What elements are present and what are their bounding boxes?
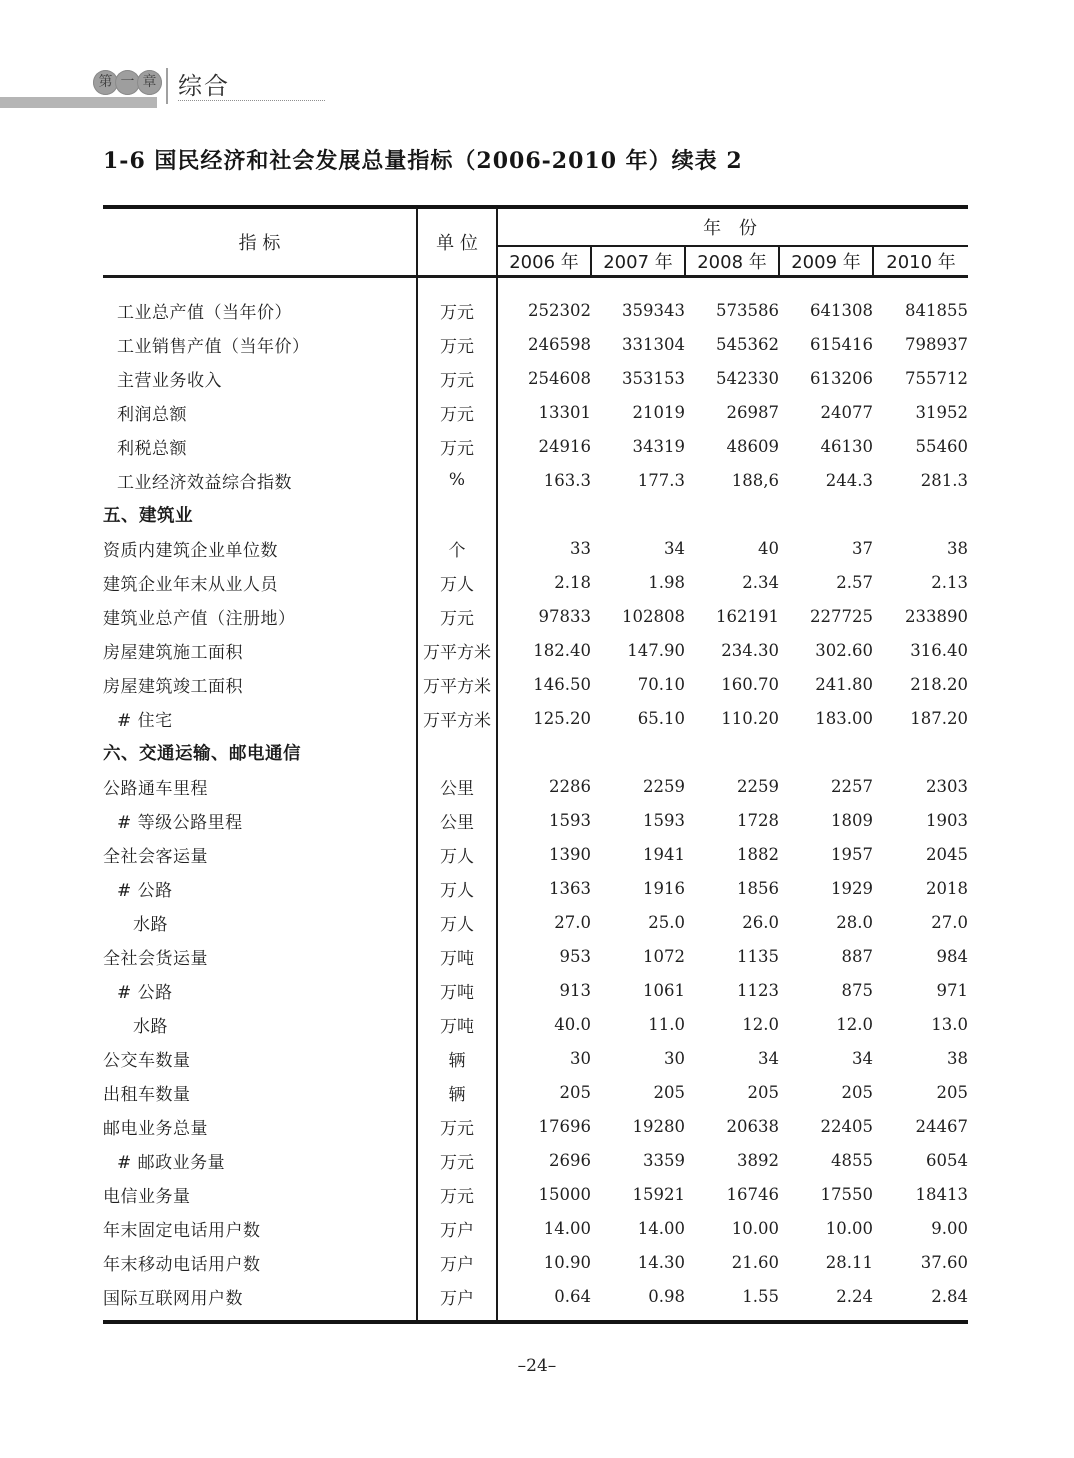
section-label: 五、建筑业 xyxy=(103,497,417,531)
table-row xyxy=(103,871,968,905)
value-cell: 542330 xyxy=(716,368,779,388)
indicators-table xyxy=(103,205,968,1324)
table-row xyxy=(103,599,968,633)
value-cell: 34319 xyxy=(632,436,685,456)
page-number: –24– xyxy=(517,1356,557,1376)
indicator-cell: 年末移动电话用户数 xyxy=(103,1245,417,1279)
unit-cell xyxy=(417,735,497,769)
value-cell: 18413 xyxy=(915,1184,969,1204)
value-cell: 1123 xyxy=(737,980,779,1000)
value-cell: 2286 xyxy=(549,776,591,796)
year-group-header: 年 份 xyxy=(497,207,968,246)
value-cell: 21.60 xyxy=(731,1252,779,1272)
value-cell: 34 xyxy=(664,538,685,558)
indicator-cell: # 公路 xyxy=(103,871,417,905)
value-cell: 19280 xyxy=(632,1116,685,1136)
value-cell: 6054 xyxy=(926,1150,969,1170)
value-cell: 187.20 xyxy=(910,708,969,728)
value-cell: 24916 xyxy=(538,436,591,456)
value-cell: 233890 xyxy=(905,606,969,626)
value-cell: 545362 xyxy=(716,334,779,354)
page-footer xyxy=(0,1356,1074,1376)
indicator-cell: # 等级公路里程 xyxy=(103,803,417,837)
value-cell: 755712 xyxy=(905,368,969,388)
table-body xyxy=(103,277,968,1323)
unit-cell: % xyxy=(417,463,497,497)
value-cell: 15921 xyxy=(632,1184,685,1204)
spacer-cell xyxy=(417,277,497,294)
unit-cell: 万吨 xyxy=(417,973,497,1007)
value-cell: 146.50 xyxy=(533,674,591,694)
table-row xyxy=(103,463,968,497)
value-cell: 353153 xyxy=(622,368,685,388)
chapter-badge-char: 章 xyxy=(137,70,162,95)
table-row xyxy=(103,327,968,361)
value-cell: 24077 xyxy=(820,402,873,422)
value-cell: 2.13 xyxy=(931,572,969,592)
value-cell: 1916 xyxy=(643,878,685,898)
value-cell: 46130 xyxy=(820,436,873,456)
value-cell: 302.60 xyxy=(815,640,873,660)
chapter-badge xyxy=(93,70,159,95)
unit-cell: 辆 xyxy=(417,1075,497,1109)
table-row xyxy=(103,667,968,701)
indicator-cell: 国际互联网用户数 xyxy=(103,1279,417,1313)
value-cell: 25.0 xyxy=(648,912,685,932)
table-row xyxy=(103,973,968,1007)
year-column-header: 2008 年 xyxy=(685,246,779,277)
value-cell: 188,6 xyxy=(731,470,779,490)
value-cell: 798937 xyxy=(905,334,969,354)
value-cell: 13.0 xyxy=(931,1014,969,1034)
value-cell: 841855 xyxy=(905,300,969,320)
indicator-cell: 水路 xyxy=(103,905,417,939)
value-cell: 14.00 xyxy=(637,1218,685,1238)
value-cell: 162191 xyxy=(716,606,779,626)
indicator-cell: 工业销售产值（当年价） xyxy=(103,327,417,361)
value-cell: 254608 xyxy=(528,368,591,388)
value-cell: 30 xyxy=(664,1048,685,1068)
value-cell: 177.3 xyxy=(637,470,685,490)
value-cell: 31952 xyxy=(915,402,969,422)
value-cell: 38 xyxy=(947,538,969,558)
value-cell: 16746 xyxy=(726,1184,779,1204)
value-cell: 1390 xyxy=(549,844,591,864)
value-cell: 2696 xyxy=(549,1150,591,1170)
value-cell: 281.3 xyxy=(920,470,969,490)
table-row xyxy=(103,1211,968,1245)
value-cell: 234.30 xyxy=(721,640,779,660)
indicator-cell: 主营业务收入 xyxy=(103,361,417,395)
value-cell: 613206 xyxy=(810,368,873,388)
value-cell: 15000 xyxy=(538,1184,591,1204)
value-cell: 971 xyxy=(936,980,969,1000)
indicator-cell: 年末固定电话用户数 xyxy=(103,1211,417,1245)
value-cell: 17550 xyxy=(820,1184,873,1204)
value-cell: 2045 xyxy=(926,844,969,864)
value-cell: 24467 xyxy=(915,1116,969,1136)
unit-cell: 公里 xyxy=(417,803,497,837)
value-cell: 875 xyxy=(841,980,873,1000)
indicator-cell: 水路 xyxy=(103,1007,417,1041)
indicator-cell: 全社会货运量 xyxy=(103,939,417,973)
value-cell: 2.34 xyxy=(742,572,779,592)
table-row xyxy=(103,293,968,327)
value-cell: 37.60 xyxy=(920,1252,969,1272)
value-cell: 1941 xyxy=(643,844,685,864)
table-row xyxy=(103,531,968,565)
indicator-cell: 工业总产值（当年价） xyxy=(103,293,417,327)
value-cell: 34 xyxy=(852,1048,873,1068)
unit-cell: 万人 xyxy=(417,871,497,905)
unit-cell: 万户 xyxy=(417,1279,497,1313)
indicator-cell: 电信业务量 xyxy=(103,1177,417,1211)
unit-cell: 万吨 xyxy=(417,1007,497,1041)
table-row xyxy=(103,905,968,939)
value-cell: 1072 xyxy=(643,946,685,966)
spacer-row xyxy=(103,277,968,294)
value-cell: 1.98 xyxy=(648,572,685,592)
unit-cell: 公里 xyxy=(417,769,497,803)
value-cell: 1135 xyxy=(737,946,779,966)
value-cell: 110.20 xyxy=(721,708,779,728)
value-cell: 2.84 xyxy=(931,1286,969,1306)
indicator-cell: # 住宅 xyxy=(103,701,417,735)
year-column-header: 2010 年 xyxy=(873,246,968,277)
value-cell: 12.0 xyxy=(742,1014,779,1034)
value-cell: 3359 xyxy=(643,1150,685,1170)
table-row xyxy=(103,633,968,667)
value-cell: 11.0 xyxy=(648,1014,685,1034)
indicator-cell: 邮电业务总量 xyxy=(103,1109,417,1143)
value-cell: 1809 xyxy=(831,810,873,830)
value-cell: 160.70 xyxy=(721,674,779,694)
table-row xyxy=(103,1245,968,1279)
table-row xyxy=(103,701,968,735)
indicator-cell: 全社会客运量 xyxy=(103,837,417,871)
value-cell: 65.10 xyxy=(637,708,685,728)
value-cell: 97833 xyxy=(538,606,591,626)
table-row xyxy=(103,1177,968,1211)
value-cell: 4855 xyxy=(831,1150,873,1170)
unit-cell: 个 xyxy=(417,531,497,565)
value-cell: 27.0 xyxy=(931,912,969,932)
value-cell: 1882 xyxy=(737,844,779,864)
value-cell: 37 xyxy=(852,538,873,558)
table-row xyxy=(103,1143,968,1177)
unit-cell xyxy=(417,497,497,531)
value-cell: 10.00 xyxy=(825,1218,873,1238)
value-cell: 12.0 xyxy=(836,1014,873,1034)
value-cell: 3892 xyxy=(737,1150,779,1170)
value-cell: 163.3 xyxy=(543,470,591,490)
value-cell: 55460 xyxy=(915,436,969,456)
unit-cell: 万人 xyxy=(417,837,497,871)
value-cell: 13301 xyxy=(538,402,591,422)
value-cell: 2259 xyxy=(643,776,685,796)
chapter-divider xyxy=(166,68,168,104)
value-cell: 2.57 xyxy=(836,572,873,592)
unit-cell: 万元 xyxy=(417,327,497,361)
value-cell: 244.3 xyxy=(825,470,873,490)
indicator-cell: 房屋建筑竣工面积 xyxy=(103,667,417,701)
value-cell: 183.00 xyxy=(815,708,873,728)
value-cell: 227725 xyxy=(810,606,873,626)
value-cell: 2.18 xyxy=(554,572,591,592)
value-cell: 641308 xyxy=(810,300,873,320)
value-cell: 205 xyxy=(747,1082,779,1102)
value-cell: 40 xyxy=(758,538,779,558)
indicator-cell: # 公路 xyxy=(103,973,417,1007)
spacer-cell xyxy=(103,277,417,294)
unit-cell: 万平方米 xyxy=(417,701,497,735)
value-cell: 26987 xyxy=(726,402,779,422)
chapter-badge-char: 第 xyxy=(93,70,118,95)
empty-cell xyxy=(497,735,968,769)
indicator-cell: 房屋建筑施工面积 xyxy=(103,633,417,667)
value-cell: 1929 xyxy=(831,878,873,898)
value-cell: 2.24 xyxy=(836,1286,873,1306)
value-cell: 1856 xyxy=(737,878,779,898)
indicator-cell: 建筑企业年末从业人员 xyxy=(103,565,417,599)
value-cell: 1593 xyxy=(643,810,685,830)
value-cell: 33 xyxy=(570,538,591,558)
value-cell: 1.55 xyxy=(742,1286,779,1306)
value-cell: 205 xyxy=(936,1082,969,1102)
value-cell: 205 xyxy=(559,1082,591,1102)
value-cell: 887 xyxy=(841,946,873,966)
spacer-cell xyxy=(417,1313,497,1322)
indicator-cell: 资质内建筑企业单位数 xyxy=(103,531,417,565)
value-cell: 359343 xyxy=(622,300,685,320)
table-row xyxy=(103,1279,968,1313)
indicator-cell: 利税总额 xyxy=(103,429,417,463)
table-row xyxy=(103,803,968,837)
value-cell: 1593 xyxy=(549,810,591,830)
value-cell: 0.64 xyxy=(554,1286,591,1306)
unit-cell: 万元 xyxy=(417,599,497,633)
table-row xyxy=(103,1109,968,1143)
indicator-cell: 建筑业总产值（注册地） xyxy=(103,599,417,633)
value-cell: 34 xyxy=(758,1048,779,1068)
unit-cell: 万元 xyxy=(417,293,497,327)
section-row xyxy=(103,735,968,769)
year-column-header: 2006 年 xyxy=(509,252,579,273)
page-title: 1-6 国民经济和社会发展总量指标（2006-2010 年）续表 2 xyxy=(103,148,743,174)
value-cell: 2018 xyxy=(926,878,969,898)
unit-cell: 辆 xyxy=(417,1041,497,1075)
value-cell: 9.00 xyxy=(931,1218,969,1238)
value-cell: 17696 xyxy=(538,1116,591,1136)
value-cell: 241.80 xyxy=(815,674,873,694)
chapter-title: 综合 xyxy=(178,72,230,100)
value-cell: 38 xyxy=(947,1048,969,1068)
value-cell: 984 xyxy=(936,946,969,966)
indicator-cell: 利润总额 xyxy=(103,395,417,429)
table-row xyxy=(103,1041,968,1075)
section-row xyxy=(103,497,968,531)
value-cell: 26.0 xyxy=(742,912,779,932)
unit-cell: 万人 xyxy=(417,565,497,599)
indicator-cell: 公交车数量 xyxy=(103,1041,417,1075)
value-cell: 205 xyxy=(653,1082,685,1102)
value-cell: 30 xyxy=(570,1048,591,1068)
table-header-row-top xyxy=(103,207,968,246)
table-row xyxy=(103,837,968,871)
unit-cell: 万吨 xyxy=(417,939,497,973)
year-column-header: 2007 年 xyxy=(591,246,685,277)
empty-cell xyxy=(497,497,968,531)
value-cell: 70.10 xyxy=(637,674,685,694)
value-cell: 28.11 xyxy=(825,1252,873,1272)
value-cell: 615416 xyxy=(810,334,873,354)
chapter-dotted-rule xyxy=(178,86,325,101)
spacer-cell xyxy=(497,1313,968,1322)
value-cell: 2259 xyxy=(737,776,779,796)
value-cell: 573586 xyxy=(716,300,779,320)
table-row xyxy=(103,361,968,395)
table-row xyxy=(103,565,968,599)
value-cell: 205 xyxy=(841,1082,873,1102)
unit-cell: 万元 xyxy=(417,1143,497,1177)
table-row xyxy=(103,1007,968,1041)
value-cell: 20638 xyxy=(726,1116,779,1136)
spacer-cell xyxy=(497,277,968,294)
value-cell: 1957 xyxy=(831,844,873,864)
value-cell: 28.0 xyxy=(836,912,873,932)
value-cell: 953 xyxy=(559,946,591,966)
indicator-cell: 工业经济效益综合指数 xyxy=(103,463,417,497)
year-column-header: 2009 年 xyxy=(779,246,873,277)
unit-cell: 万元 xyxy=(417,1109,497,1143)
indicator-cell: 出租车数量 xyxy=(103,1075,417,1109)
chapter-badge-char: 一 xyxy=(115,70,140,95)
table-header xyxy=(103,207,968,277)
unit-cell: 万元 xyxy=(417,429,497,463)
table-row xyxy=(103,395,968,429)
chapter-header-bar xyxy=(0,97,157,108)
value-cell: 27.0 xyxy=(554,912,591,932)
value-cell: 182.40 xyxy=(533,640,591,660)
unit-cell: 万元 xyxy=(417,395,497,429)
value-cell: 1061 xyxy=(643,980,685,1000)
value-cell: 316.40 xyxy=(910,640,969,660)
unit-cell: 万平方米 xyxy=(417,667,497,701)
value-cell: 331304 xyxy=(622,334,685,354)
spacer-row xyxy=(103,1313,968,1322)
value-cell: 125.20 xyxy=(533,708,591,728)
value-cell: 1728 xyxy=(737,810,779,830)
value-cell: 2257 xyxy=(831,776,873,796)
table-row xyxy=(103,939,968,973)
value-cell: 913 xyxy=(559,980,591,1000)
table-row xyxy=(103,429,968,463)
value-cell: 102808 xyxy=(622,606,685,626)
unit-cell: 万人 xyxy=(417,905,497,939)
value-cell: 40.0 xyxy=(554,1014,591,1034)
value-cell: 14.00 xyxy=(543,1218,591,1238)
unit-cell: 万元 xyxy=(417,1177,497,1211)
value-cell: 147.90 xyxy=(627,640,685,660)
value-cell: 1363 xyxy=(549,878,591,898)
unit-cell: 万户 xyxy=(417,1211,497,1245)
indicator-cell: 公路通车里程 xyxy=(103,769,417,803)
section-label: 六、交通运输、邮电通信 xyxy=(103,735,417,769)
value-cell: 10.00 xyxy=(731,1218,779,1238)
value-cell: 22405 xyxy=(820,1116,873,1136)
unit-cell: 万平方米 xyxy=(417,633,497,667)
value-cell: 14.30 xyxy=(637,1252,685,1272)
value-cell: 252302 xyxy=(528,300,591,320)
value-cell: 21019 xyxy=(632,402,685,422)
unit-cell: 万户 xyxy=(417,1245,497,1279)
indicator-cell: # 邮政业务量 xyxy=(103,1143,417,1177)
value-cell: 48609 xyxy=(726,436,779,456)
unit-column-header: 单 位 xyxy=(417,207,497,277)
table-row xyxy=(103,769,968,803)
value-cell: 246598 xyxy=(528,334,591,354)
value-cell: 1903 xyxy=(926,810,969,830)
value-cell: 0.98 xyxy=(648,1286,685,1306)
value-cell: 218.20 xyxy=(910,674,969,694)
table-row xyxy=(103,1075,968,1109)
unit-cell: 万元 xyxy=(417,361,497,395)
value-cell: 10.90 xyxy=(543,1252,591,1272)
spacer-cell xyxy=(103,1313,417,1322)
indicator-column-header: 指 标 xyxy=(103,207,417,277)
value-cell: 2303 xyxy=(926,776,969,796)
